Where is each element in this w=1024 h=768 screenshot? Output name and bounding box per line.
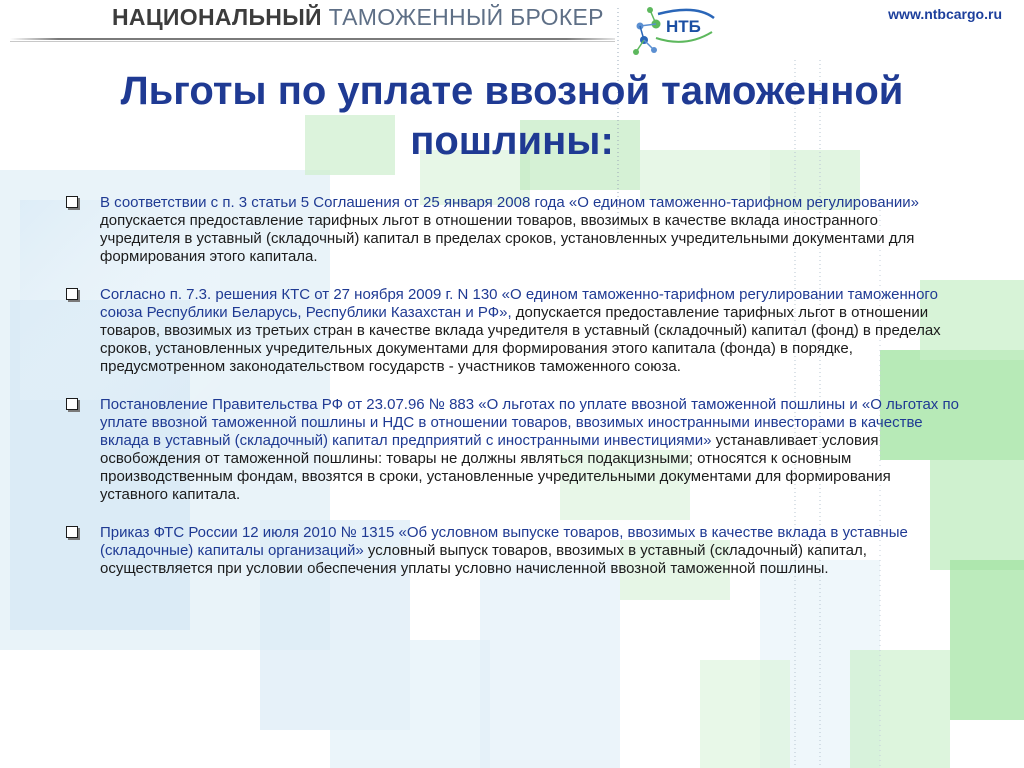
- list-item-text: допускается предоставление тарифных льгот в отношении товаров, ввозимых в качестве вклада иностранного учредителя в уставный (складочный) капитал в пределах сроков, установленных учредительными документами для формирования этого капитала.: [100, 212, 915, 265]
- website-link[interactable]: www.ntbcargo.ru: [888, 6, 1002, 22]
- list-item-text: условный выпуск товаров, ввозимых в уставный (складочный) капитал, осуществляется при условии обеспечения уплаты условно начисленной ввозной таможенной пошлины.: [100, 542, 867, 577]
- brand-name: [112, 4, 604, 31]
- header-divider-shadow: [10, 41, 615, 42]
- checkbox-bullet-icon: [66, 526, 78, 538]
- brand-name-part1: НАЦИОНАЛЬНЫЙ: [112, 4, 322, 30]
- list-item: [60, 524, 960, 578]
- list-item: [60, 286, 960, 376]
- list-item-text: устанавливает условия освобождения от таможенной пошлины: товары не должны являться подакцизными; относятся к основным производственным фондам, ввозятся в сроки, установленные учредительными документами для формирования уставного капитала.: [100, 432, 891, 503]
- bullet-list: [60, 194, 960, 598]
- list-item-reference: Согласно п. 7.3. решения КТС от 27 ноября 2009 г. N 130 «О едином таможенно-тарифном регулировании таможенного союза Республики Беларусь, Республики Казахстан и РФ»,: [100, 286, 938, 321]
- checkbox-bullet-icon: [66, 398, 78, 410]
- checkbox-bullet-icon: [66, 288, 78, 300]
- page-title: Льготы по уплате ввозной таможенной пошлины:: [120, 69, 904, 163]
- checkbox-bullet-icon: [66, 196, 78, 208]
- list-item: [60, 396, 960, 504]
- list-item-text: допускается предоставление тарифных льгот в отношении товаров, ввозимых из третьих стран в качестве вклада учредителя в уставный (складочный) капитал (фонд) в пределах сроков, установленных учредительных документами для формирования этого капитала (фонда) в порядке, предусмотренном законодательством государств - участников таможенного союза.: [100, 304, 941, 375]
- logo-text: НТБ: [666, 17, 701, 36]
- list-item: [60, 194, 960, 266]
- list-item-reference: Постановление Правительства РФ от 23.07.96 № 883 «О льготах по уплате ввозной таможенной пошлины и «О льготах по уплате ввозной таможенной пошлины и НДС в отношении товаров, ввозимых иностранными инвесторами в качестве вклада в уставный (складочный) капитал предприятий с иностранными инвестициями»: [100, 396, 959, 449]
- header: [0, 0, 1024, 44]
- header-divider: [10, 38, 615, 40]
- list-item-reference: Приказ ФТС России 12 июля 2010 № 1315 «Об условном выпуске товаров, ввозимых в качестве вклада в уставные (складочные) капиталы организаций»: [100, 524, 908, 559]
- brand-name-part2: ТАМОЖЕННЫЙ БРОКЕР: [328, 4, 604, 30]
- ntb-logo: [626, 0, 718, 60]
- list-item-reference: В соответствии с п. 3 статьи 5 Соглашения от 25 января 2008 года «О едином таможенно-тарифном регулировании»: [100, 194, 919, 211]
